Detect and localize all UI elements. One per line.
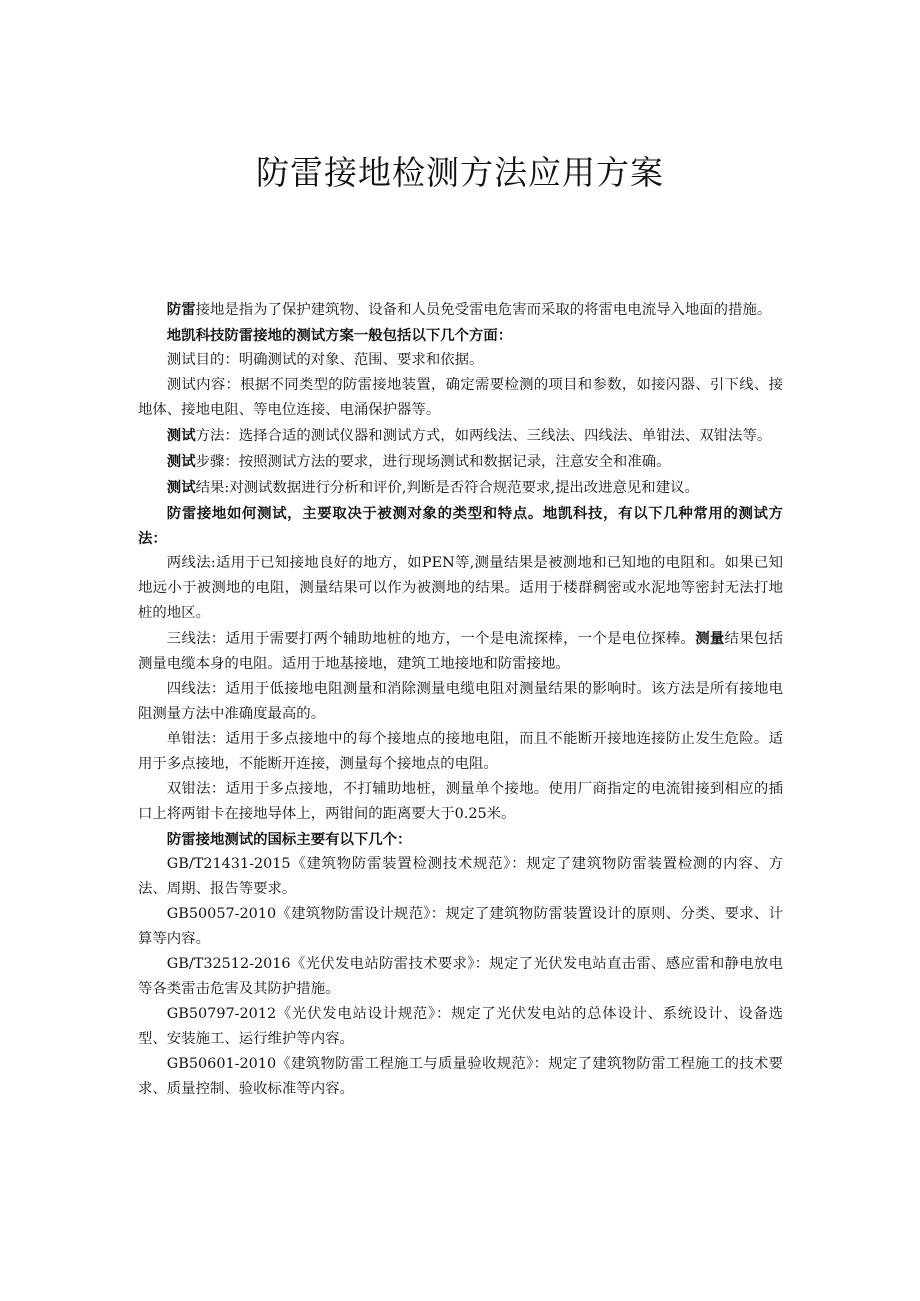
standard-item: GB50057-2010《建筑物防雷设计规范》：规定了建筑物防雷装置设计的原则、分类、要求、计算等内容。 [138,906,783,947]
intro-lead: 防雷 [166,301,196,318]
plan-item-method-text: 方法：选择合适的测试仪器和测试方式，如两线法、三线法、四线法、单钳法、双钳法等。 [195,428,772,444]
method-three-wire-text-a: 三线法：适用于需要打两个辅助地桩的地方，一个是电流探棒，一个是电位探棒。 [166,631,696,647]
method-single-clamp: 单钳法：适用于多点接地中的每个接地点的接地电阻，而且不能断开接地连接防止发生危险。适用于多点接地，不能断开连接，测量每个接地点的电阻。 [138,731,783,772]
plan-item-steps [138,449,783,475]
plan-item-result-text: 结果:对测试数据进行分析和评价,判断是否符合规范要求,提出改进意见和建议。 [195,480,699,496]
plan-item-method [138,423,783,449]
plan-item-steps-text: 步骤：按照测试方法的要求，进行现场测试和数据记录，注意安全和准确。 [195,454,671,470]
methods-heading: 防雷接地如何测试，主要取决于被测对象的类型和特点。地凯科技，有以下几种常用的测试方法： [138,505,783,547]
method-three-wire-text-b: 结果包括测量电缆本身的电阻。适用于地基接地，建筑工地接地和防雷接地。 [138,631,783,672]
plan-heading: 地凯科技防雷接地的测试方案一般包括以下几个方面： [166,327,513,344]
method-three-wire [138,626,783,677]
standard-item: GB50601-2010《建筑物防雷工程施工与质量验收规范》：规定了建筑物防雷工程施工的技术要求、质量控制、验收标准等内容。 [138,1056,783,1097]
standards-heading: 防雷接地测试的国标主要有以下几个： [166,831,412,848]
intro-text: 接地是指为了保护建筑物、设备和人员免受雷电危害而采取的将雷电电流导入地面的措施。 [195,302,772,318]
plan-item-method-lead: 测试 [166,427,196,444]
plan-item-result-lead: 测试 [166,479,196,496]
page-title: 防雷接地检测方法应用方案 [256,153,664,192]
standard-item: GB/T32512-2016《光伏发电站防雷技术要求》：规定了光伏发电站直击雷、感应雷和静电放电等各类雷击危害及其防护措施。 [138,956,783,997]
plan-item-content: 测试内容：根据不同类型的防雷接地装置，确定需要检测的项目和参数，如接闪器、引下线、接地体、接地电阻、等电位连接、电涌保护器等。 [138,377,783,418]
method-three-wire-bold: 测量 [695,630,725,647]
plan-item-result [138,475,783,501]
intro-paragraph [138,297,783,323]
method-two-wire: 两线法:适用于已知接地良好的地方，如PEN等,测量结果是被测地和已知地的电阻和。如果已知地远小于被测地的电阻，测量结果可以作为被测地的结果。适用于楼群稠密或水泥地等密封无法打地桩的地区。 [138,555,783,621]
document-body [138,297,783,1102]
method-double-clamp: 双钳法：适用于多点接地，不打辅助地桩，测量单个接地。使用厂商指定的电流钳接到相应的插口上将两钳卡在接地导体上，两钳间的距离要大于0.25米。 [138,781,783,822]
standard-item: GB/T21431-2015《建筑物防雷装置检测技术规范》：规定了建筑物防雷装置检测的内容、方法、周期、报告等要求。 [138,856,783,897]
plan-item-purpose: 测试目的：明确测试的对象、范围、要求和依据。 [166,352,484,368]
method-four-wire: 四线法：适用于低接地电阻测量和消除测量电缆电阻对测量结果的影响时。该方法是所有接地电阻测量方法中准确度最高的。 [138,681,783,722]
standard-item: GB50797-2012《光伏发电站设计规范》：规定了光伏发电站的总体设计、系统设计、设备选型、安装施工、运行维护等内容。 [138,1006,783,1047]
plan-item-steps-lead: 测试 [166,453,196,470]
